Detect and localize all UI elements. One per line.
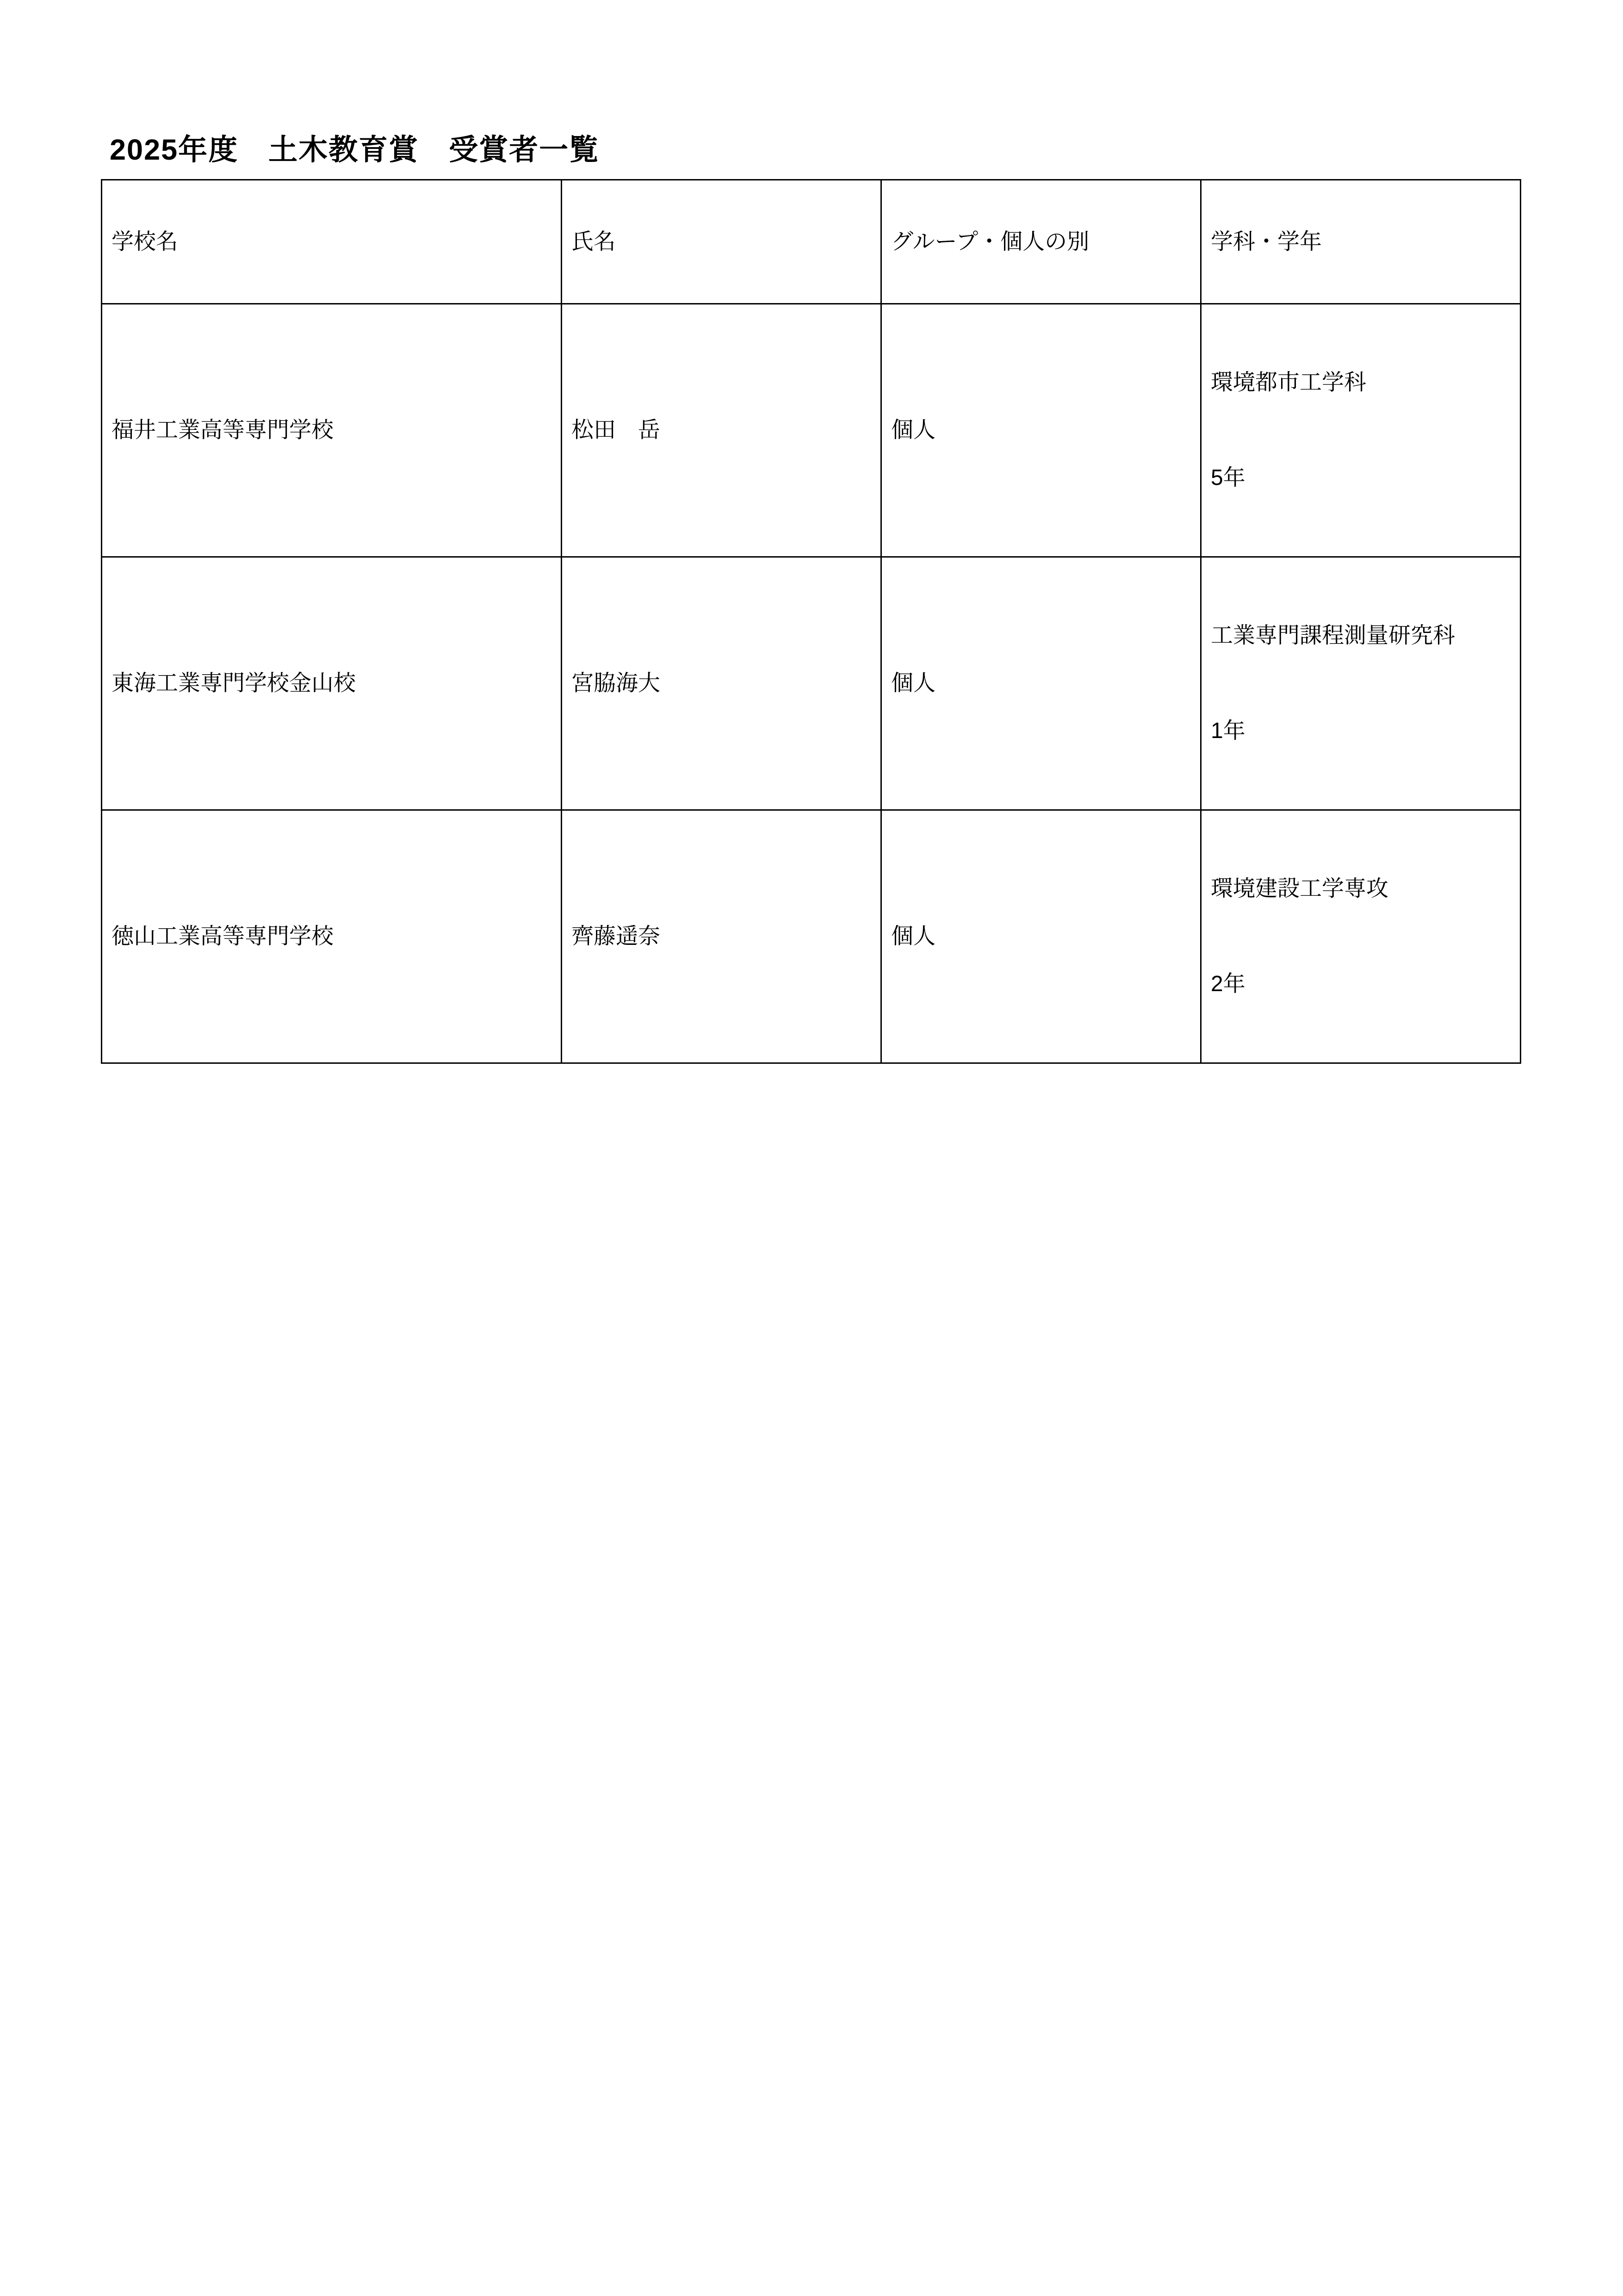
dept-line: 環境建設工学専攻 bbox=[1211, 876, 1389, 901]
cell-name: 齊藤遥奈 bbox=[562, 810, 881, 1063]
column-header-group-type: グループ・個人の別 bbox=[881, 180, 1201, 304]
column-header-name: 氏名 bbox=[562, 180, 881, 304]
cell-dept-year bbox=[1201, 304, 1521, 557]
cell-school: 徳山工業高等専門学校 bbox=[102, 810, 562, 1063]
table-row bbox=[102, 304, 1521, 557]
cell-school: 東海工業専門学校金山校 bbox=[102, 557, 562, 810]
cell-dept-year bbox=[1201, 557, 1521, 810]
year-line: 1年 bbox=[1211, 719, 1245, 743]
cell-group-type: 個人 bbox=[881, 304, 1201, 557]
cell-group-type: 個人 bbox=[881, 810, 1201, 1063]
cell-dept-year bbox=[1201, 810, 1521, 1063]
table-row bbox=[102, 557, 1521, 810]
year-line: 2年 bbox=[1211, 972, 1245, 996]
dept-line: 工業専門課程測量研究科 bbox=[1211, 623, 1456, 648]
cell-name: 宮脇海大 bbox=[562, 557, 881, 810]
page-title: 2025年度 土木教育賞 受賞者一覧 bbox=[110, 134, 600, 167]
dept-line: 環境都市工学科 bbox=[1211, 370, 1367, 395]
column-header-dept-year: 学科・学年 bbox=[1201, 180, 1521, 304]
cell-school: 福井工業高等専門学校 bbox=[102, 304, 562, 557]
cell-name: 松田 岳 bbox=[562, 304, 881, 557]
table-row bbox=[102, 810, 1521, 1063]
year-line: 5年 bbox=[1211, 465, 1245, 490]
column-header-school: 学校名 bbox=[102, 180, 562, 304]
awards-table bbox=[101, 179, 1521, 1064]
cell-group-type: 個人 bbox=[881, 557, 1201, 810]
table-header-row bbox=[102, 180, 1521, 304]
